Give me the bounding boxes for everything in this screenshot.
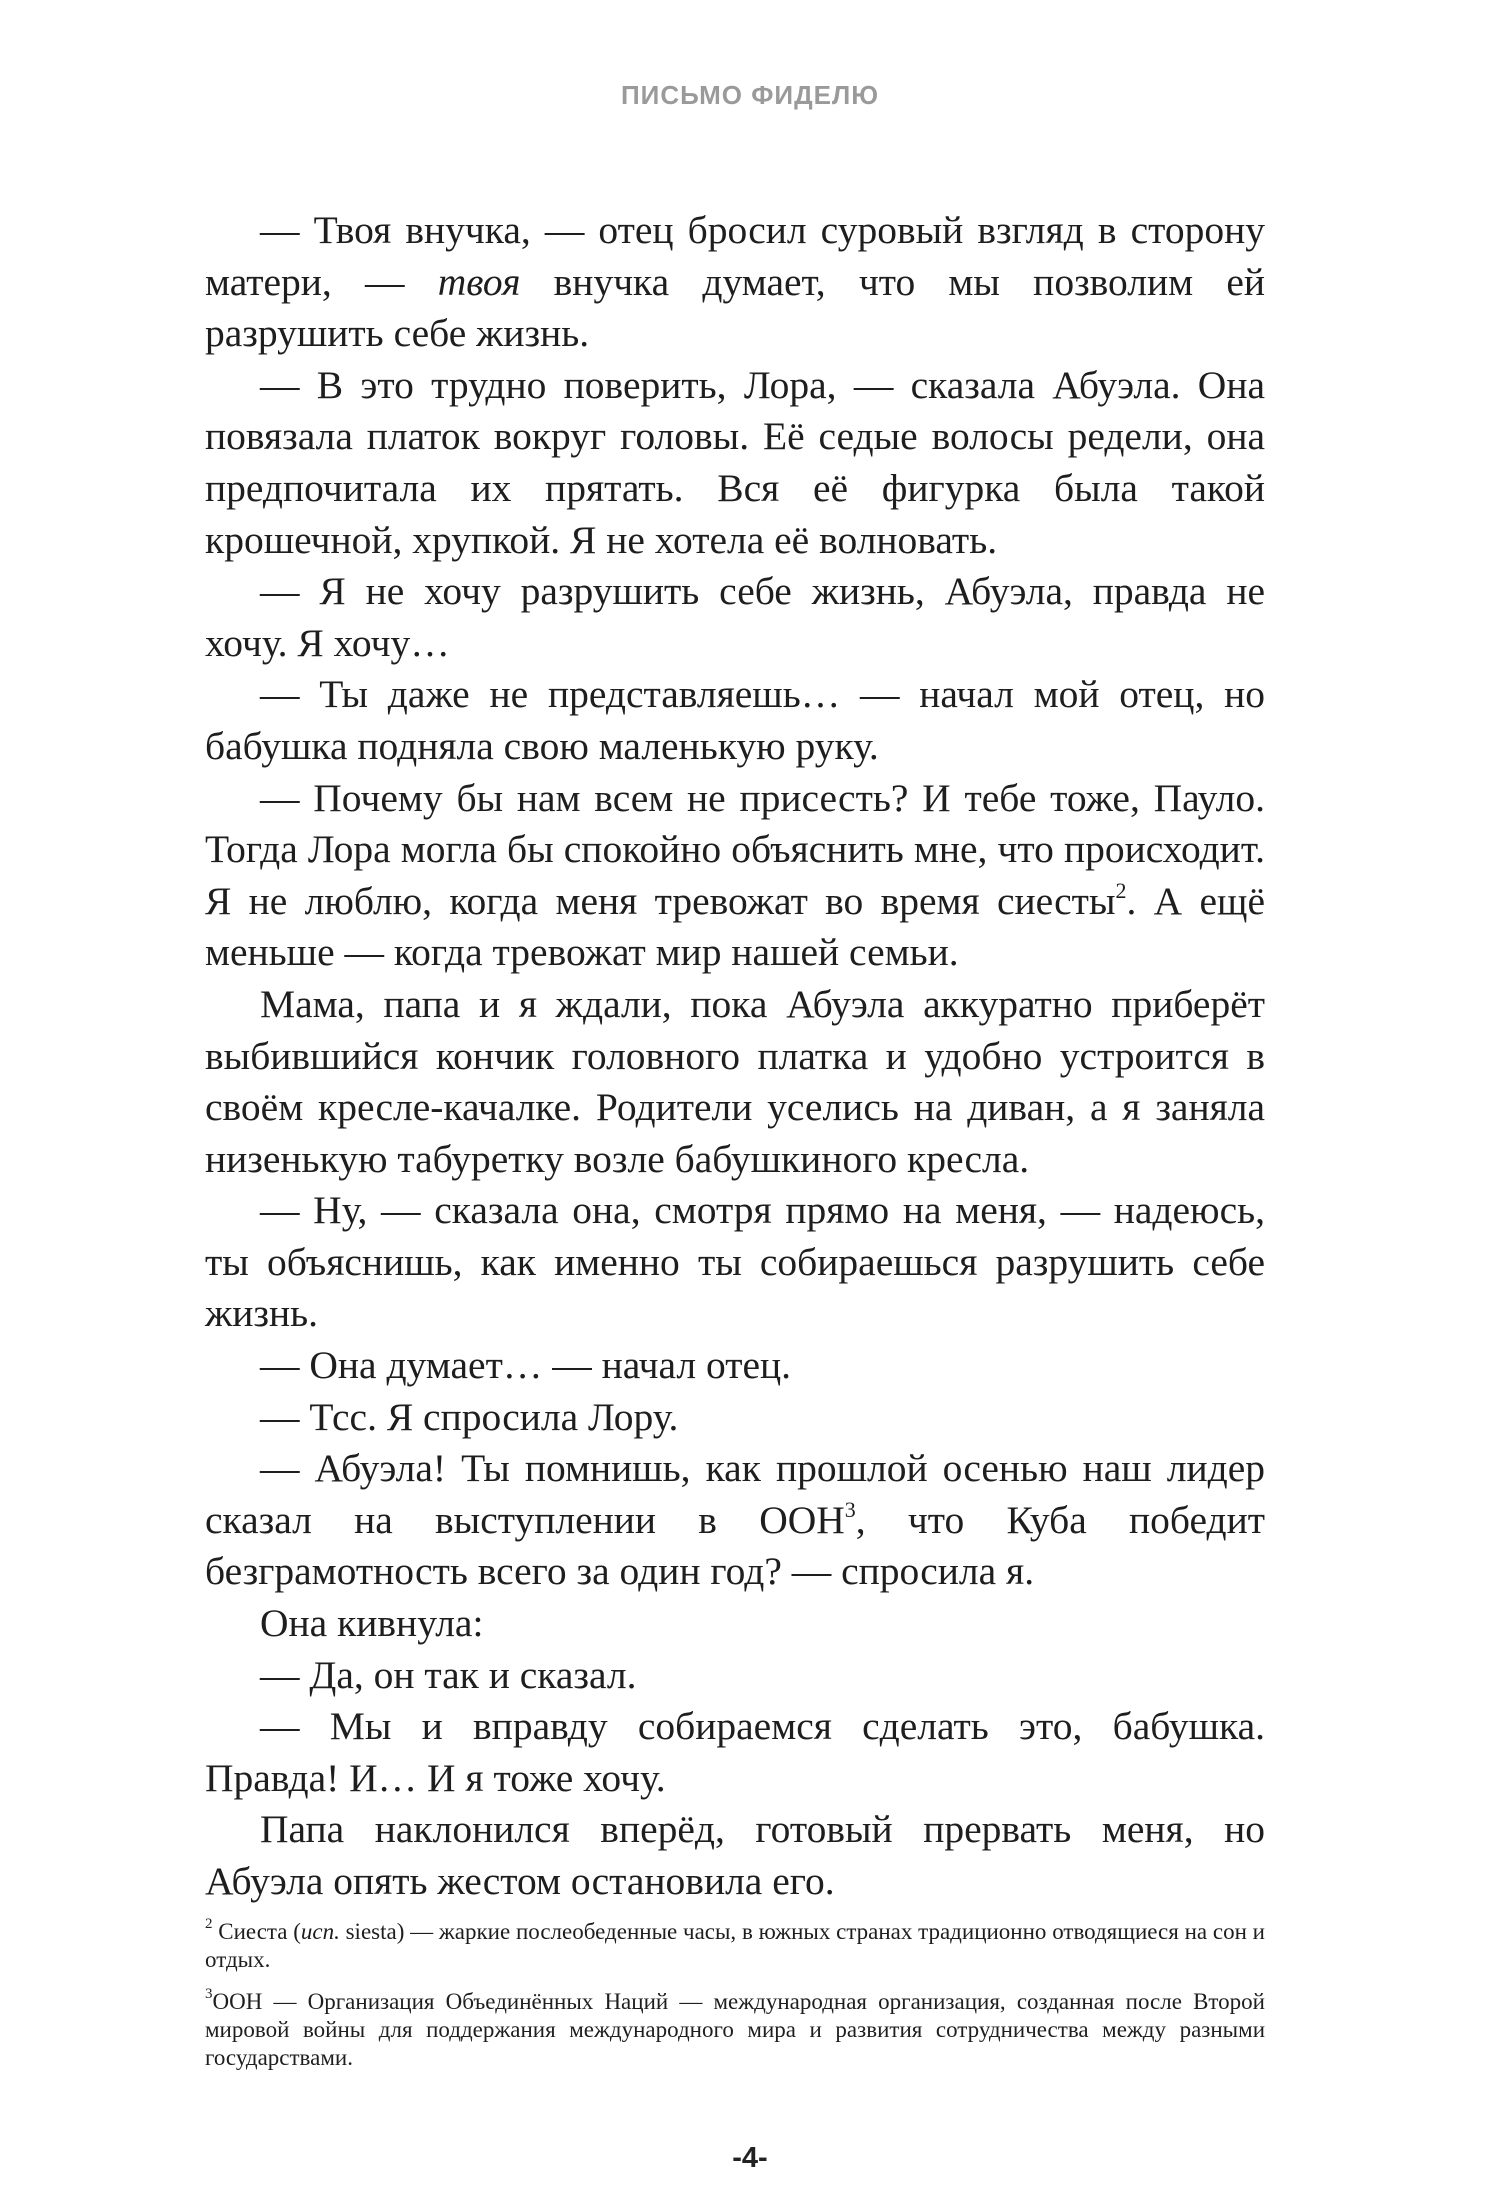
paragraph: — Я не хочу разрушить себе жизнь, Абуэла, правда не хочу. Я хочу…: [205, 569, 1265, 665]
footnote-ref: 3: [844, 1496, 856, 1522]
paragraph: — Абуэла! Ты помнишь, как прошлой осенью наш лидер сказал на выступлении в ООН$^3$, что Куба победит безграмотность всего за один год? — спросила я.: [205, 1446, 1265, 1594]
paragraph: Мама, папа и я ждали, пока Абуэла аккуратно приберёт выбившийся кончик головного платка и удобно устроится в своём кресле-качалке. Родители уселись на диван, а я заняла низенькую табуретку возле бабушкиного кресла.: [205, 981, 1265, 1181]
footnote-ref: 2: [1115, 877, 1127, 903]
footnote-number: 3: [205, 1986, 213, 2003]
footnote-3: $^3$ООН — Организация Объединённых Наций — международная организация, созданная после Второй мировой войны для поддержания международного мира и развития сотрудничества между разными государствами.: [205, 1986, 1265, 2070]
paragraph: — Да, он так и сказал.: [260, 1652, 637, 1697]
paragraph: — Твоя внучка, — отец бросил суровый взгляд в сторону матери, — твоя внучка думает, что мы позволим ей разрушить себе жизнь.: [205, 208, 1265, 356]
emphasis: твоя: [437, 259, 521, 304]
paragraph: — В это трудно поверить, Лора, — сказала Абуэла. Она повязала платок вокруг головы. Её седые волосы редели, она предпочитала их прятать. Вся её фигурка была такой крошечной, хрупкой. Я не хотела её волновать.: [205, 362, 1265, 562]
body-text: [205, 205, 1265, 1908]
paragraph: Она кивнула:: [260, 1601, 484, 1646]
paragraph: — Ну, — сказала она, смотря прямо на меня, — надеюсь, ты объяснишь, как именно ты собираешься разрушить себе жизнь.: [205, 1188, 1265, 1336]
paragraph: — Она думает… — начал отец.: [260, 1343, 792, 1388]
footnotes: [205, 1918, 1265, 2086]
paragraph: — Мы и вправду собираемся сделать это, бабушка. Правда! И… И я тоже хочу.: [205, 1704, 1265, 1800]
running-title: ПИСЬМО ФИДЕЛЮ: [620, 80, 880, 110]
page-number: -4-: [732, 2142, 768, 2174]
footnote-2: $^2$ Сиеста (исп. siesta) — жаркие послеобеденные часы, в южных странах традиционно отводящиеся на сон и отдых.: [205, 1916, 1265, 1972]
footnote-number: 2: [205, 1916, 213, 1933]
emphasis: исп.: [300, 1919, 340, 1944]
paragraph: — Ты даже не представляешь… — начал мой отец, но бабушка подняла свою маленькую руку.: [205, 672, 1265, 768]
paragraph: — Тсс. Я спросила Лору.: [260, 1394, 679, 1439]
paragraph: — Почему бы нам всем не присесть? И тебе тоже, Пауло. Тогда Лора могла бы спокойно объяснить мне, что происходит. Я не люблю, когда меня тревожат во время сиесты$^2$. А ещё меньше — когда тревожат мир нашей семьи.: [205, 775, 1265, 975]
paragraph: Папа наклонился вперёд, готовый прервать меня, но Абуэла опять жестом остановила его.: [205, 1807, 1265, 1903]
